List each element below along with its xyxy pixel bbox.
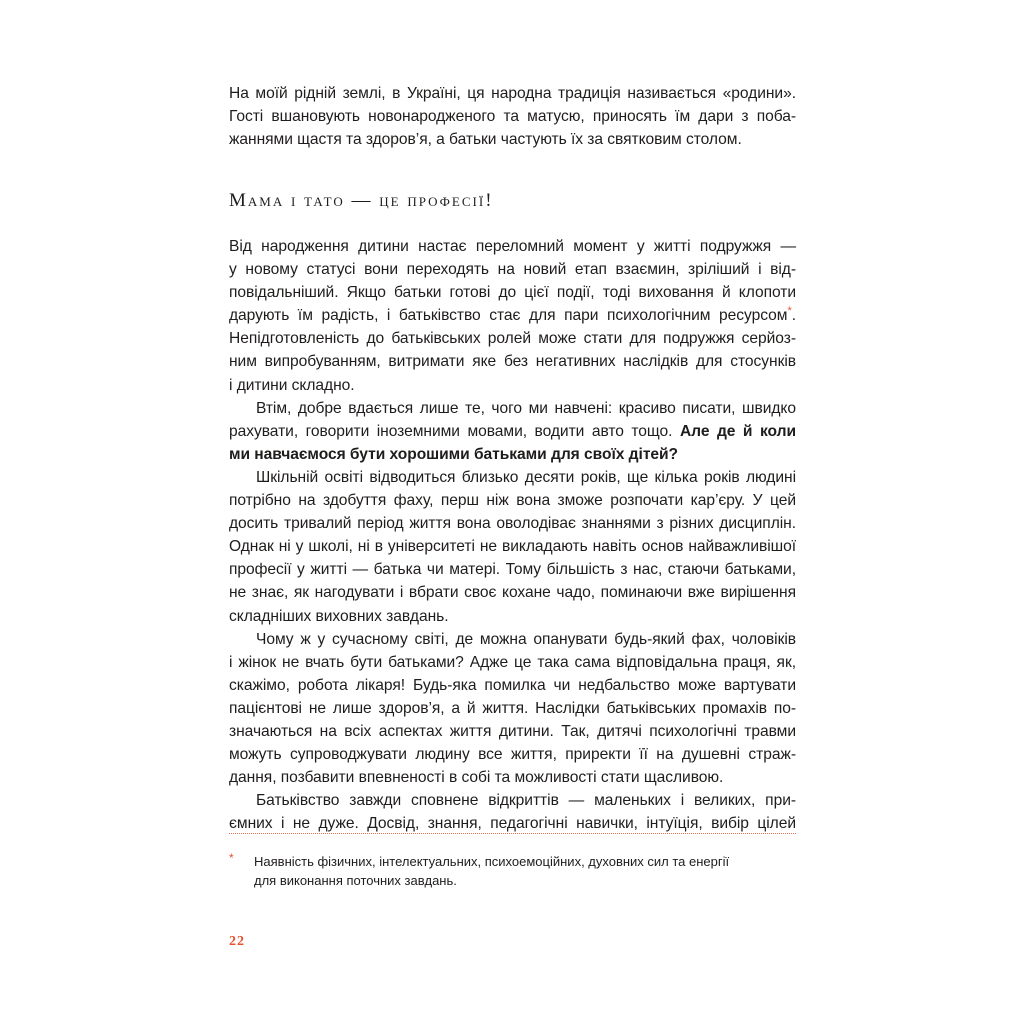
text-line: жаннями щастя та здоров’я, а батьки частують їх за святковим столом. <box>229 131 742 149</box>
footnote-line: для виконання поточних завдань. <box>254 873 457 888</box>
text-line: ємних і не дуже. Досвід, знання, педагогічні навички, інтуїція, вибір цілей <box>229 815 796 833</box>
text-line: не знає, як нагодувати і вбрати своє кохане чадо, поминаючи вже вирішення <box>229 584 796 602</box>
body-text <box>229 235 796 835</box>
text-line-mixed <box>229 420 796 443</box>
text-line: ним випробуванням, витримати яке без негативних наслідків для стосунків <box>229 353 796 371</box>
text-line: і дитини складно. <box>229 376 355 394</box>
text-line-with-note: дарують їм радість, і батьківство стає для пари психологічним ресурсом*. <box>229 305 796 325</box>
text-line: Втім, добре вдається лише те, чого ми навчені: красиво писати, швидко <box>256 399 796 417</box>
bold-fragment: Але де й коли <box>679 422 796 440</box>
text-line: скажімо, робота лікаря! Будь-яка помилка чи недбальство може вартувати <box>229 676 796 694</box>
footnote-marker: * <box>229 851 234 865</box>
text-line: дання, позбавити впевненості в собі та можливості стати щасливою. <box>229 769 724 787</box>
text-line: Непідготовленість до батьківських ролей може стати для подружжя серйоз- <box>229 330 796 348</box>
text-line: Однак ні у школі, ні в університеті не викладають навіть основ найважливішої <box>229 538 796 556</box>
text-fragment: дарують їм радість, і батьківство стає для пари психологічним ресурсом <box>229 307 788 325</box>
text-line: складніших виховних завдань. <box>229 607 449 625</box>
text-line: Від народження дитини настає переломний момент у житті подружжя — <box>229 238 796 255</box>
footnote-reference[interactable]: * <box>787 305 792 318</box>
bold-fragment: ми навчаємося бути хорошими батьками для своїх дітей? <box>229 445 679 463</box>
page-number: 22 <box>229 934 245 949</box>
text-line: у новому статусі вони переходять на новий етап взаємин, зріліший і від- <box>229 261 796 279</box>
text-line: повідальніший. Якщо батьки готові до цієї події, тоді виховання й клопоти <box>229 284 796 302</box>
text-line: професії у житті — батька чи матері. Тому більшість з нас, стаючи батьками, <box>229 561 796 579</box>
text-line: значаються на всіх аспектах життя дитини. Так, дитячі психологічні травми <box>229 722 796 740</box>
text-line <box>229 443 796 466</box>
footnote-divider <box>229 833 796 834</box>
text-line: Шкільній освіті відводиться близько десяти років, ще кілька років людині <box>256 468 796 486</box>
text-line: і жінок не вчать бути батьками? Адже це така сама відповідальна праця, як, <box>229 653 796 671</box>
text-line: На моїй рідній землі, в Україні, ця народна традиція називається «родини». <box>229 85 796 102</box>
text-fragment: рахувати, говорити іноземними мовами, водити авто тощо. <box>229 422 673 440</box>
text-line: пацієнтові не лише здоров’я, а й життя. Наслідки батьківських промахів по- <box>229 699 796 717</box>
text-line: Батьківство завжди сповнене відкриттів — маленьких і великих, при- <box>256 792 796 810</box>
text-line: потрібно на здобуття фаху, перш ніж вона зможе розпочати кар’єру. У цей <box>229 492 796 510</box>
footnote-text <box>254 852 799 890</box>
section-heading: Мама і тато — це професії! <box>229 190 494 211</box>
footnote-line: Наявність фізичних, інтелектуальних, психоемоційних, духовних сил та енергії <box>254 854 730 869</box>
text-line: Гості вшановують новонародженого та матусю, приносять їм дари з поба- <box>229 108 796 126</box>
intro-paragraph <box>229 82 796 151</box>
text-line: можуть супроводжувати людину все життя, приректи її на душевні страж- <box>229 746 796 764</box>
text-line: досить тривалий період життя вона оволодіває знаннями з різних дисциплін. <box>229 515 796 533</box>
text-line: Чому ж у сучасному світі, де можна опанувати будь-який фах, чоловіків <box>256 630 796 648</box>
